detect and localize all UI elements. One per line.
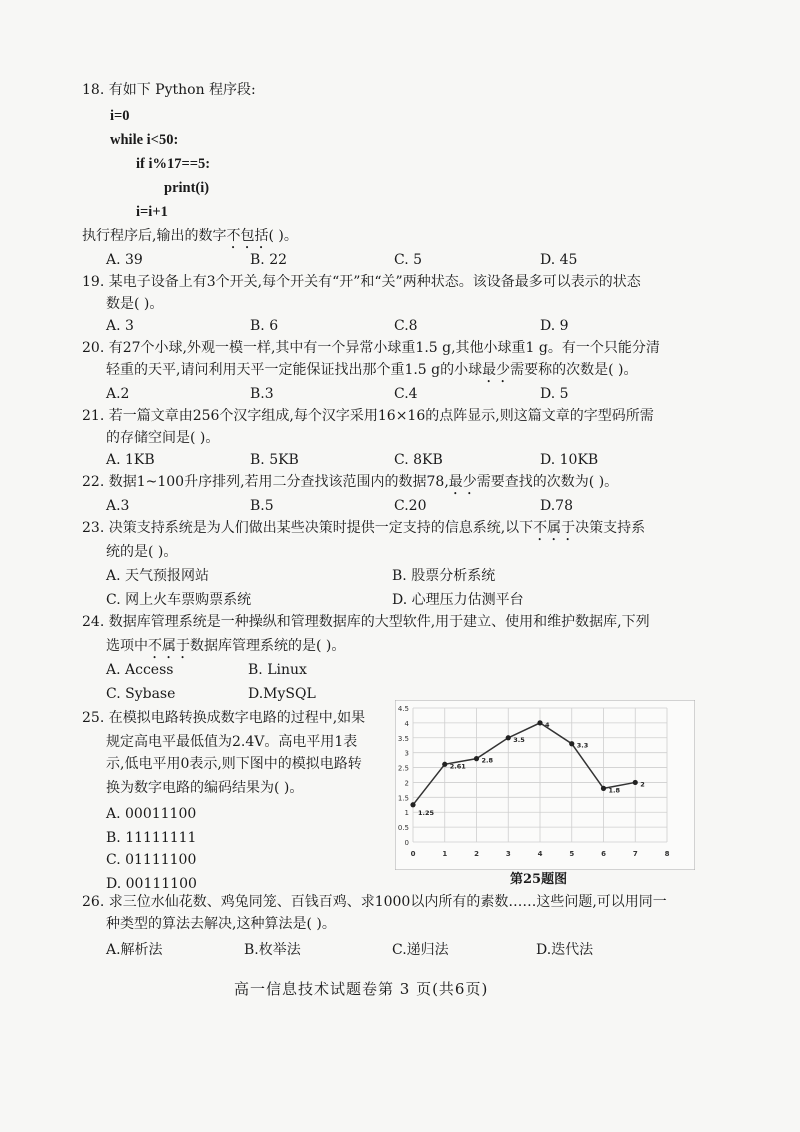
- q25-option-d: D. 00111100: [106, 876, 197, 892]
- q26-option-d: D.迭代法: [536, 942, 594, 958]
- q24-line-1: 24. 数据库管理系统是一种操纵和管理数据库的大型软件,用于建立、使用和维护数据库,下列: [82, 614, 650, 630]
- q22-option-c: C.20: [394, 498, 427, 514]
- chart-data-point: [442, 762, 447, 767]
- chart-x-tick-label: 7: [632, 850, 638, 858]
- chart-data-point: [601, 786, 606, 791]
- chart-data-point: [633, 780, 638, 785]
- q25-line-chart: [395, 700, 695, 870]
- chart-y-tick-label: 0: [404, 839, 409, 847]
- q21-option-d: D. 10KB: [540, 452, 599, 468]
- chart-data-label: 1.25: [418, 808, 435, 817]
- q26-line-2: 种类型的算法去解决,这种算法是( )。: [106, 916, 336, 932]
- q18-stem: 18. 有如下 Python 程序段:: [82, 82, 256, 98]
- q18-code-line-1: i=0: [110, 108, 130, 124]
- q25-option-b: B. 11111111: [106, 830, 197, 846]
- q23-line-1: 23. 决策支持系统是为人们做出某些决策时提供一定支持的信息系统,以下不属于决策支持系: [82, 520, 646, 536]
- chart-data-label: 3.3: [576, 741, 589, 750]
- chart-x-tick-label: 6: [601, 850, 606, 858]
- q25-option-a: A. 00011100: [106, 806, 197, 822]
- q25-line-4: 换为数字电路的编码结果为( )。: [106, 780, 304, 796]
- q23-option-c: C. 网上火车票购票系统: [106, 592, 252, 608]
- q24-line-2: 选项中不属于数据库管理系统的是( )。: [106, 638, 346, 654]
- q25-line-1: 25. 在模拟电路转换成数字电路的过程中,如果: [82, 710, 366, 726]
- q26-option-a: A.解析法: [106, 942, 163, 958]
- q24-emphasis: 不属于: [148, 638, 190, 654]
- q24-option-d: D.MySQL: [248, 686, 316, 702]
- q19-line-2: 数是( )。: [106, 296, 164, 312]
- chart-y-tick-label: 2.5: [397, 764, 409, 773]
- q20-option-a: A.2: [106, 386, 130, 402]
- q23-emphasis: 不属于: [533, 520, 576, 536]
- q18-option-a: A. 39: [106, 252, 143, 268]
- chart-x-tick-label: 1: [442, 850, 448, 858]
- q19-option-d: D. 9: [540, 318, 569, 334]
- chart-x-tick-label: 0: [410, 850, 416, 858]
- q18-code-line-4: print(i): [164, 180, 210, 196]
- q23-option-d: D. 心理压力估测平台: [392, 592, 524, 608]
- chart-y-tick-label: 4.5: [397, 705, 409, 713]
- q21-line-2: 的存储空间是( )。: [106, 430, 220, 446]
- q22-option-d: D.78: [540, 498, 573, 514]
- chart-y-tick-label: 0.5: [397, 824, 409, 833]
- q22-line: 22. 数据1~100升序排列,若用二分查找该范围内的数据78,最少需要查找的次数为( )。: [82, 474, 619, 490]
- chart-y-tick-label: 1.5: [397, 794, 409, 803]
- q19-option-a: A. 3: [106, 318, 134, 334]
- q20-option-c: C.4: [394, 386, 418, 402]
- q23-option-b: B. 股票分析系统: [392, 568, 496, 584]
- q20-line-2: 轻重的天平,请问利用天平一定能保证找出那个重1.5 g的小球最少需要称的次数是( )。: [106, 362, 638, 378]
- chart-x-tick-label: 8: [664, 850, 670, 858]
- chart-data-label: 4: [545, 720, 550, 729]
- q20-option-b: B.3: [250, 386, 274, 402]
- q24-option-c: C. Sybase: [106, 686, 176, 702]
- q21-option-b: B. 5KB: [250, 452, 299, 468]
- q18-code-line-2: while i<50:: [110, 132, 179, 148]
- q26-option-c: C.递归法: [392, 942, 449, 958]
- q20-option-d: D. 5: [540, 386, 569, 402]
- chart-x-tick-label: 3: [505, 850, 511, 858]
- q18-option-b: B. 22: [250, 252, 288, 268]
- q22-option-a: A.3: [106, 498, 130, 514]
- chart-data-label: 2.8: [481, 756, 494, 765]
- chart-data-label: 3.5: [513, 735, 525, 744]
- chart-y-tick-label: 3: [404, 749, 409, 758]
- q21-option-a: A. 1KB: [106, 452, 155, 468]
- q25-option-c: C. 01111100: [106, 852, 197, 868]
- q22-option-b: B.5: [250, 498, 274, 514]
- q19-line-1: 19. 某电子设备上有3个开关,每个开关有“开”和“关”两种状态。该设备最多可以表示的状态: [82, 274, 641, 290]
- q23-option-a: A. 天气预报网站: [106, 568, 210, 584]
- chart-data-point: [537, 720, 542, 725]
- chart-data-point: [569, 741, 574, 746]
- chart-y-tick-label: 2: [404, 779, 409, 788]
- q25-line-3: 示,低电平用0表示,则下图中的模拟电路转: [106, 756, 362, 772]
- q25-line-2: 规定高电平最低值为2.4V。高电平用1表: [106, 734, 358, 750]
- chart-data-label: 1.8: [608, 786, 621, 795]
- q19-option-c: C.8: [394, 318, 418, 334]
- q18-option-c: C. 5: [394, 252, 423, 268]
- q25-chart-caption: 第25题图: [510, 872, 568, 887]
- chart-x-tick-label: 5: [569, 850, 575, 858]
- chart-y-tick-label: 3.5: [397, 734, 409, 743]
- page-footer: 高一信息技术试题卷第 3 页(共6页): [234, 980, 489, 998]
- q18-code-line-5: i=i+1: [136, 204, 168, 220]
- q23-line-2: 统的是( )。: [106, 544, 178, 560]
- q21-line-1: 21. 若一篇文章由256个汉字组成,每个汉字采用16×16的点阵显示,则这篇文章的字型码所需: [82, 408, 654, 424]
- chart-y-tick-label: 1: [404, 809, 409, 818]
- chart-data-label: 2: [640, 780, 645, 789]
- chart-data-point: [506, 735, 511, 740]
- q26-line-1: 26. 求三位水仙花数、鸡兔同笼、百钱百鸡、求1000以内所有的素数……这些问题,可以用同一: [82, 894, 667, 910]
- q18-option-d: D. 45: [540, 252, 578, 268]
- q20-line-1: 20. 有27个小球,外观一模一样,其中有一个异常小球重1.5 g,其他小球重1 g。有一个只能分清: [82, 340, 660, 356]
- q26-option-b: B.枚举法: [244, 942, 301, 958]
- q24-option-a: A. Access: [106, 662, 174, 678]
- chart-x-tick-label: 2: [474, 850, 479, 858]
- q18-question: 执行程序后,输出的数字不包括( )。: [82, 228, 298, 244]
- q19-option-b: B. 6: [250, 318, 279, 334]
- q20-emphasis: 最少: [482, 362, 511, 378]
- q22-emphasis: 最少: [448, 474, 477, 490]
- chart-y-tick-label: 4: [404, 719, 409, 728]
- chart-x-tick-label: 4: [537, 850, 543, 858]
- chart-data-label: 2.61: [449, 762, 466, 771]
- q24-option-b: B. Linux: [248, 662, 307, 678]
- q18-emphasis: 不包括: [226, 228, 269, 244]
- chart-data-point: [410, 802, 415, 807]
- q21-option-c: C. 8KB: [394, 452, 443, 468]
- chart-data-point: [474, 756, 479, 761]
- q18-code-line-3: if i%17==5:: [136, 156, 211, 172]
